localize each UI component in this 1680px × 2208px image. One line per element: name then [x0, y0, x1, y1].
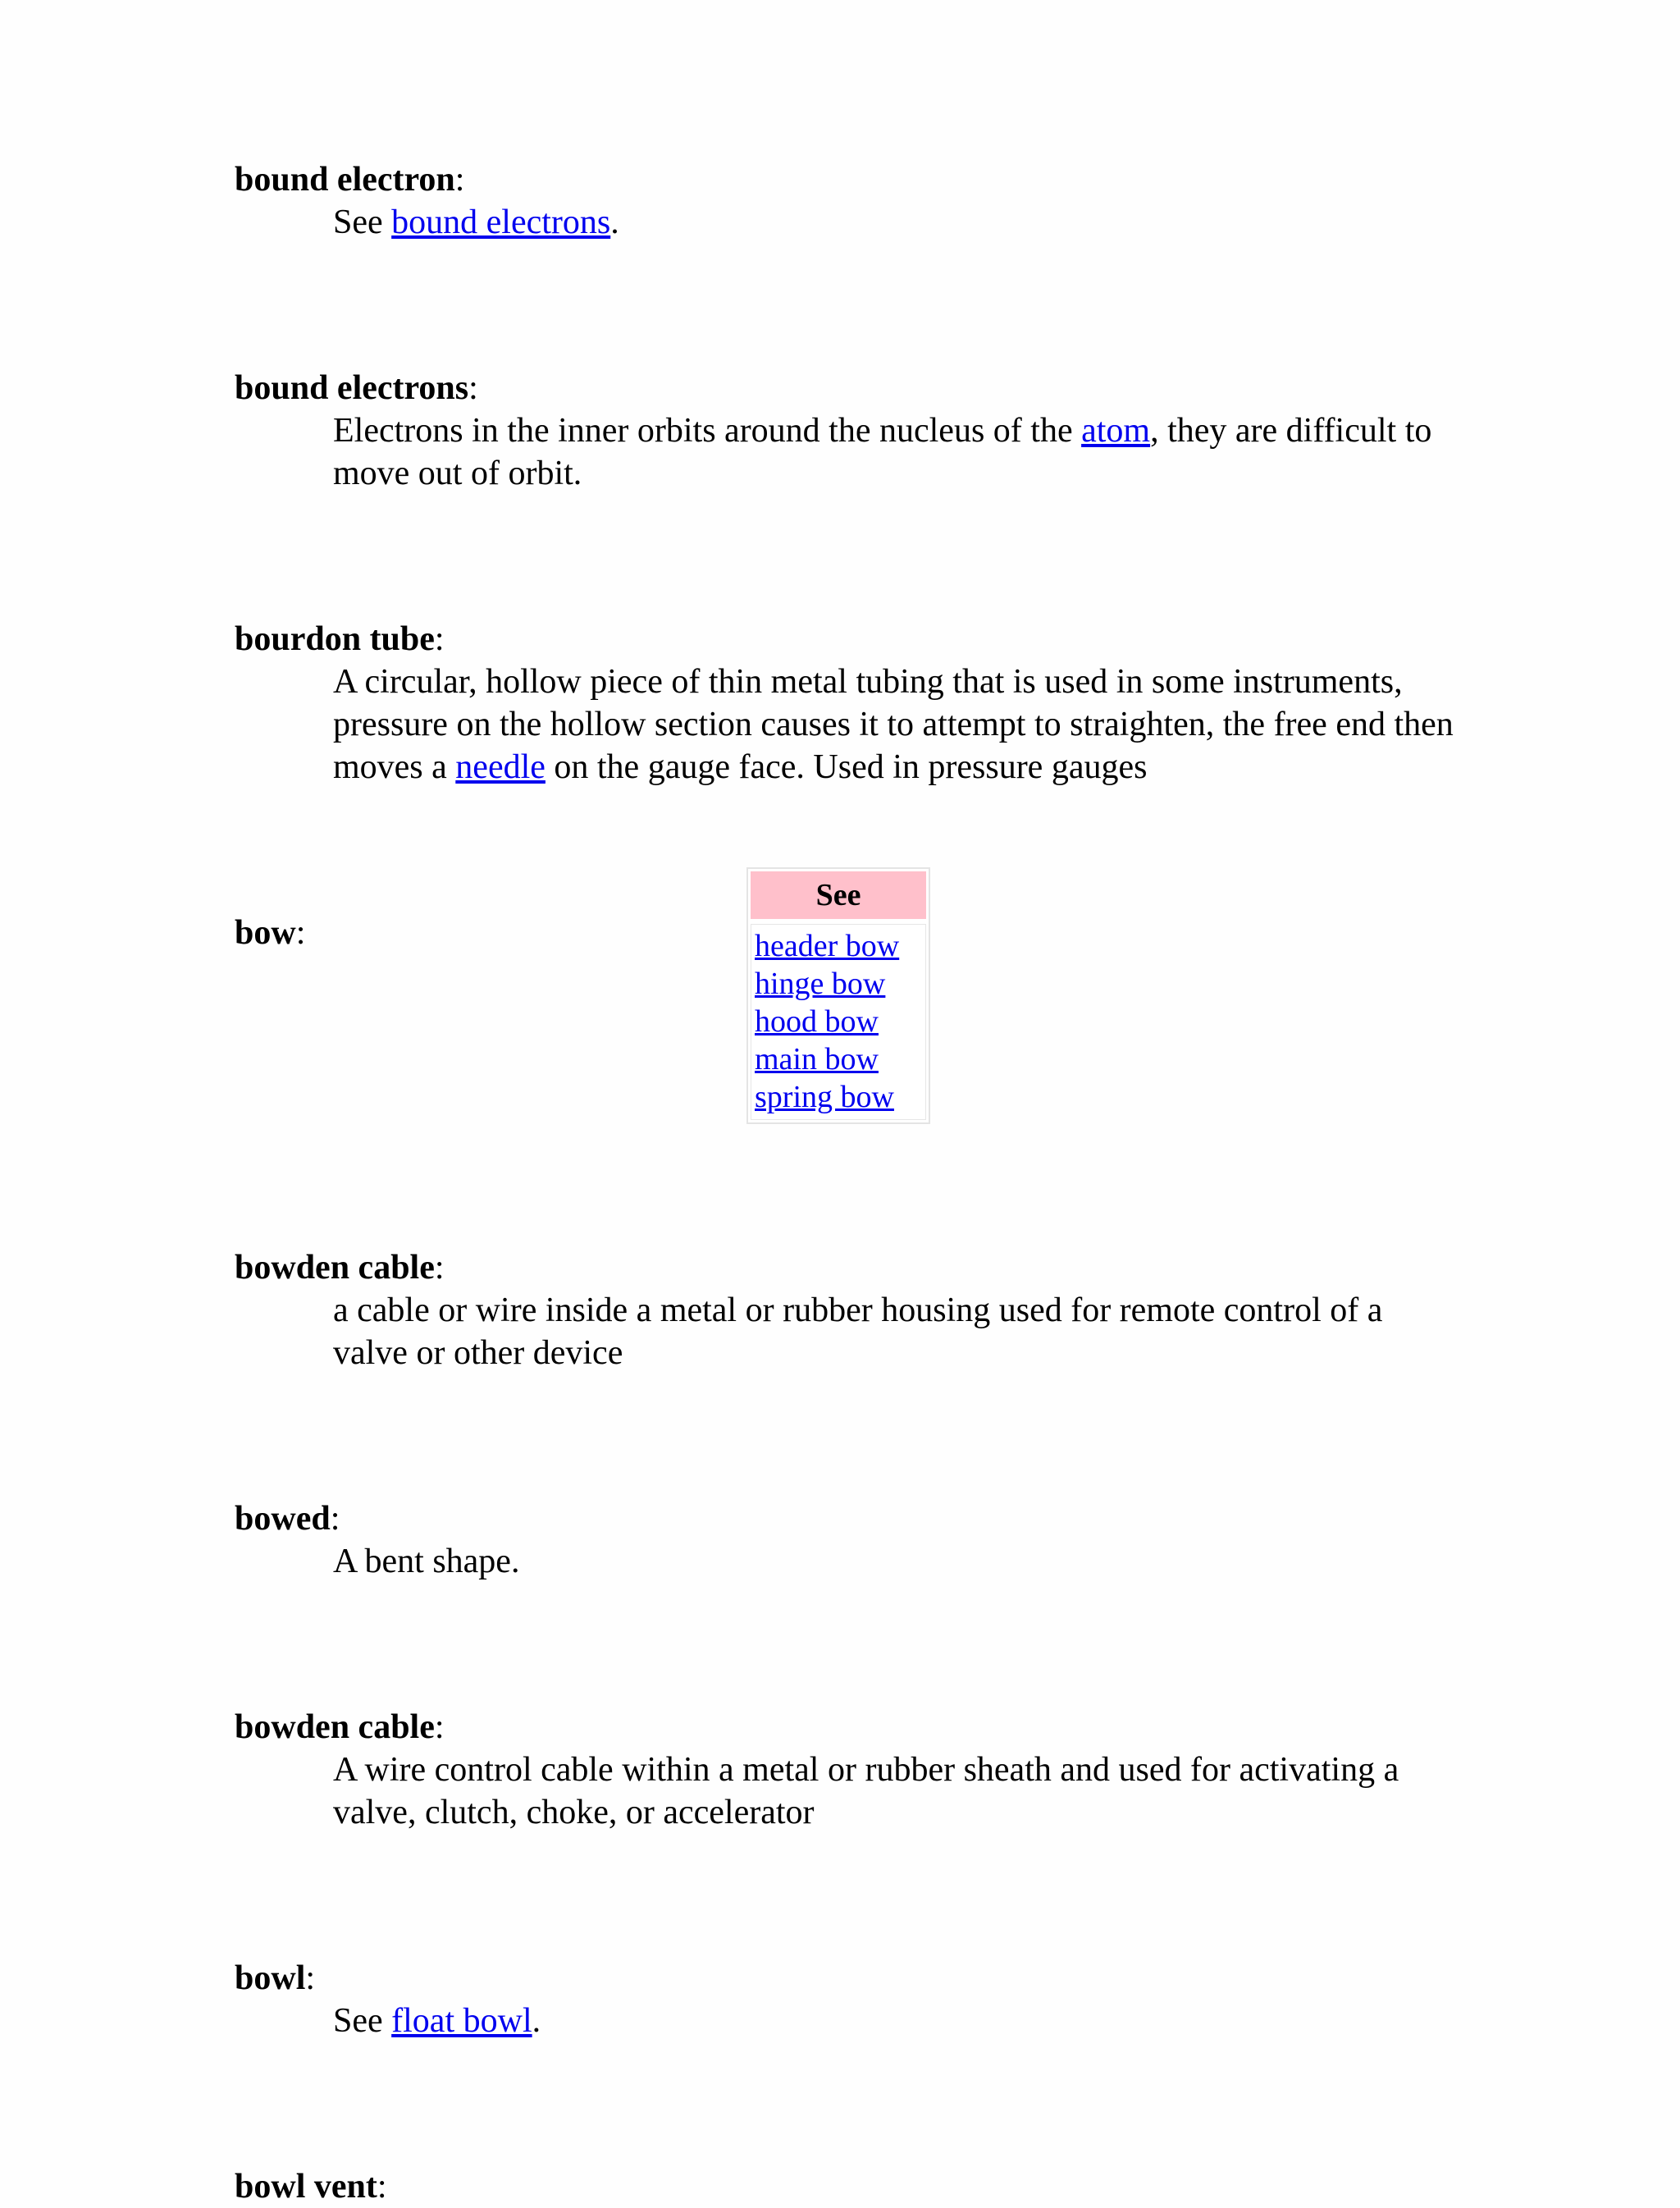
glossary-term: bound electrons: — [235, 369, 478, 407]
link-atom[interactable]: atom — [1081, 412, 1151, 450]
glossary-term: bound electron: — [235, 161, 465, 199]
link-bound-electrons[interactable]: bound electrons — [391, 203, 611, 241]
glossary-definition: Electrons in the inner orbits around the nucleus of the atom, they are difficult to move out of orbit. — [333, 412, 1432, 492]
link-spring-bow[interactable]: spring bow — [755, 1080, 894, 1114]
term-label: bow — [235, 914, 296, 952]
link-main-bow[interactable]: main bow — [755, 1042, 879, 1077]
link-hood-bow[interactable]: hood bow — [755, 1004, 879, 1039]
glossary-list — [235, 158, 1465, 2208]
term-label: bowed — [235, 1500, 331, 1538]
glossary-term: bowl: — [235, 1959, 316, 1997]
glossary-term: bowed: — [235, 1500, 340, 1538]
glossary-definition: See float bowl. — [333, 2002, 541, 2040]
glossary-term: bowden cable: — [235, 1249, 445, 1287]
glossary-definition: A wire control cable within a metal or rubber sheath and used for activating a valve, clutch, choke, or accelerator — [333, 1751, 1399, 1831]
see-also-header: See — [751, 871, 926, 919]
glossary-term: bowl vent: — [235, 2168, 387, 2206]
link-header-bow[interactable]: header bow — [755, 929, 900, 963]
glossary-term: bourdon tube: — [235, 620, 445, 658]
term-label: bowl vent — [235, 2168, 377, 2206]
term-label: bowden cable — [235, 1708, 435, 1746]
term-label: bowl — [235, 1959, 306, 1997]
see-also-links — [751, 924, 926, 1120]
link-needle[interactable]: needle — [455, 748, 546, 786]
glossary-definition: A bent shape. — [333, 1543, 520, 1580]
glossary-term: bowden cable: — [235, 1708, 445, 1746]
glossary-definition: See bound electrons. — [333, 203, 619, 241]
glossary-definition: A circular, hollow piece of thin metal tubing that is used in some instruments, pressure on the hollow section causes it to attempt to straighten, the free end then moves a needle on the gauge face. Used in pressure gauges — [333, 663, 1454, 786]
see-also-box — [746, 867, 930, 1124]
glossary-term: bow: — [235, 914, 306, 952]
see-also-table — [746, 867, 930, 1124]
term-label: bound electron — [235, 161, 455, 199]
glossary-definition: a cable or wire inside a metal or rubber housing used for remote control of a valve or other device — [333, 1291, 1383, 1372]
link-float-bowl[interactable]: float bowl — [391, 2002, 532, 2040]
term-label: bourdon tube — [235, 620, 435, 658]
link-hinge-bow[interactable]: hinge bow — [755, 967, 886, 1001]
term-label: bowden cable — [235, 1249, 435, 1287]
term-label: bound electrons — [235, 369, 469, 407]
